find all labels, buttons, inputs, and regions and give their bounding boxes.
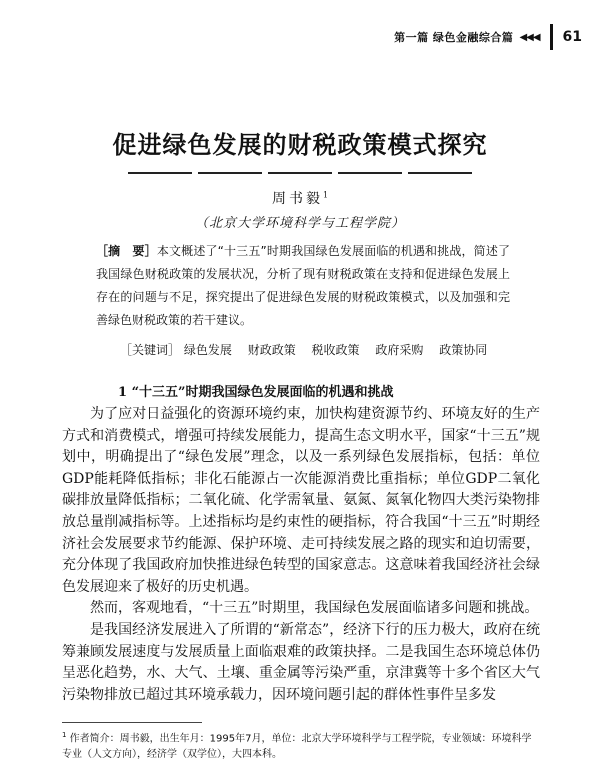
keyword: 财政政策	[247, 343, 296, 357]
keywords	[120, 340, 520, 360]
header-divider	[550, 24, 553, 50]
keyword: 税收政策	[311, 343, 360, 357]
keywords-label: ［关键词］	[120, 343, 181, 357]
author-affiliation: （北京大学环境科学与工程学院）	[194, 216, 405, 231]
paragraph: 是我国经济发展进入了所谓的“新常态”，经济下行的压力极大，政府在统筹兼顾发展速度与发展质量上面临艰难的政策抉择。二是我国生态环境总体仍呈恶化趋势，水、大气、土壤、重金属等污染严重，京津冀等十多个省区大气污染物排放已超过其环境承载力，因环境问题引起的群体性事件呈多发	[62, 621, 540, 703]
chapter-label: 第一篇 绿色金融综合篇	[394, 31, 514, 44]
section-heading: 1 “十三五”时期我国绿色发展面临的机遇和挑战	[118, 385, 394, 400]
page-number: 61	[562, 29, 582, 45]
footnote-text: 作者简介：周书毅，出生年月：1995年7月，单位：北京大学环境科学与工程学院，专业领域：环境科学专业（人文方向），经济学（双学位），大四本科。	[62, 733, 532, 761]
body-text	[62, 404, 540, 706]
keyword: 政府采购	[375, 343, 424, 357]
footnote-rule	[62, 722, 202, 723]
paragraph: 为了应对日益强化的资源环境约束，加快构建资源节约、环境友好的生产方式和消费模式，增强可持续发展能力，提高生态文明水平，国家“十三五”规划中，明确提出了“绿色发展”理念，以及一系列绿色发展指标，包括：单位GDP能耗降低指标；非化石能源占一次能源消费比重指标；单位GDP二氧化碳排放量降低指标；二氧化硫、化学需氧量、氨氮、氮氧化物四大类污染物排放总量削减指标等。上述指标均是约束性的硬指标，符合我国“十三五”时期经济社会发展要求节约能源、保护环境、走可持续发展之路的现实和迫切需要，充分体现了我国政府加快推进绿色转型的国家意志。这意味着我国经济社会绿色发展迎来了极好的历史机遇。	[62, 406, 540, 595]
article-title: 促进绿色发展的财税政策模式探究	[112, 131, 488, 159]
abstract-text: 本文概述了“十三五”时期我国绿色发展面临的机遇和挑战，简述了我国绿色财税政策的发展状况，分析了现有财税政策在支持和促进绿色发展上存在的问题与不足，探究提出了促进绿色发展的财税政策模式，以及加强和完善绿色财税政策的若干建议。	[96, 244, 510, 327]
author-note-mark: 1	[322, 190, 329, 200]
footnote-mark: 1	[62, 731, 67, 739]
footnote	[62, 727, 540, 763]
author-line	[0, 188, 600, 208]
abstract-label: ［摘 要］	[96, 244, 157, 258]
running-head	[394, 24, 582, 50]
abstract	[96, 240, 510, 332]
author-name: 周书毅	[271, 191, 323, 207]
arrow-ornament-icon: ◀◀◀	[519, 31, 540, 43]
title-rule	[128, 172, 472, 174]
keyword: 政策协同	[439, 343, 488, 357]
keyword: 绿色发展	[183, 343, 232, 357]
paragraph: 然而，客观地看，“十三五”时期里，我国绿色发展面临诸多问题和挑战。	[90, 600, 539, 617]
